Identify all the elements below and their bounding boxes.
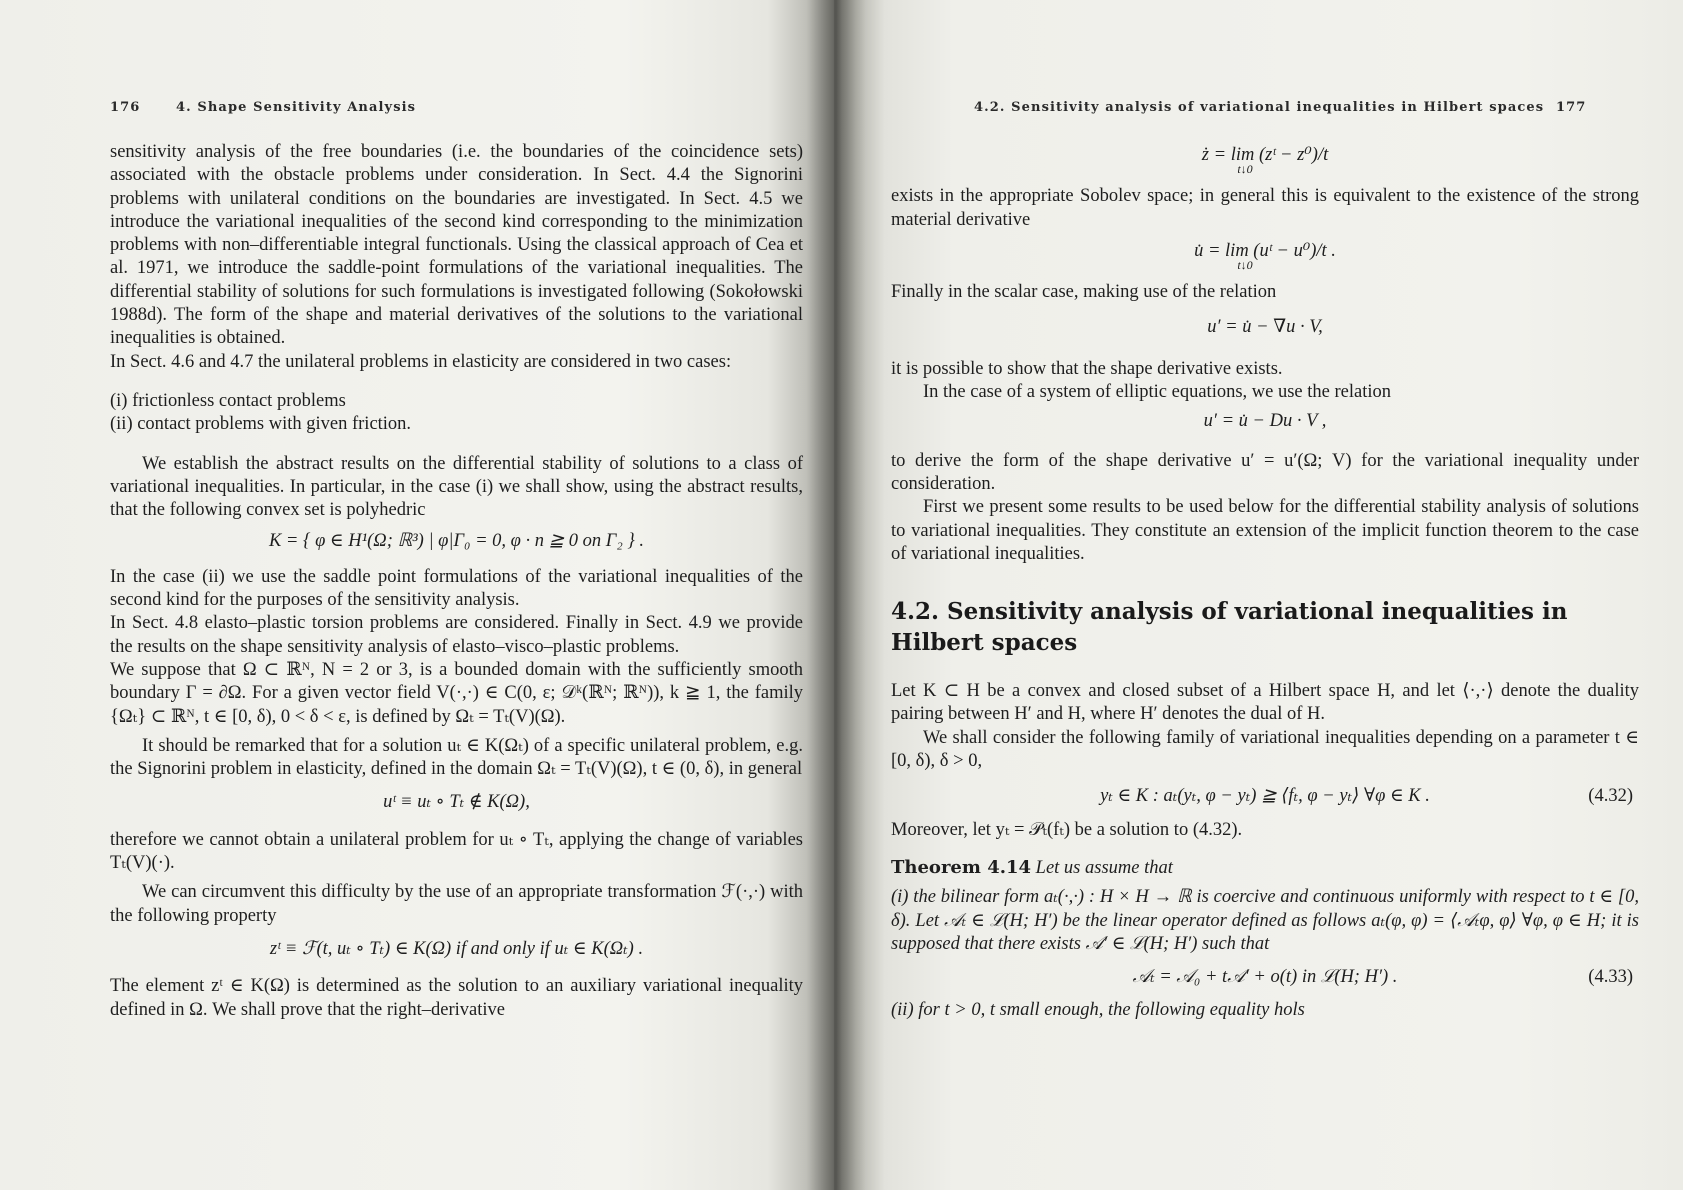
limit-subscript: t↓0 bbox=[1237, 162, 1253, 177]
running-head-right: 4.2. Sensitivity analysis of variational inequalities in Hilbert spaces bbox=[974, 100, 1545, 115]
equation-uprime-scalar: u′ = u̇ − ∇u · V, bbox=[1207, 317, 1323, 338]
paragraph: It should be remarked that for a solution uₜ ∈ K(Ωₜ) of a specific unilateral problem, e.g. the Signorini problem in elasticity, defined in the domain Ωₜ = Tₜ(V)(Ω), t ∈ (0, δ), in general bbox=[110, 735, 803, 780]
paragraph: sensitivity analysis of the free boundaries (i.e. the boundaries of the coincidence sets) associated with the obstacle problems under consideration. In Sect. 4.4 the Signorini problems with unilateral conditions on the boundaries are investigated. In Sect. 4.5 we introduce the variational inequalities of the second kind corresponding to the minimization problems with non–differentiable integral functionals. Using the classical approach of Cea et al. 1971, we introduce the saddle-point formulations of the variational inequalities. The differential stability of solutions for such formulations is investigated following (Sokołowski 1988d). The form of the shape and material derivatives of the solutions to the variational inequalities is obtained. bbox=[110, 142, 803, 349]
left-body bbox=[110, 141, 803, 1022]
paragraph: We shall consider the following family of variational inequalities depending on a parameter t ∈ [0, δ), δ > 0, bbox=[891, 727, 1639, 772]
paragraph: exists in the appropriate Sobolev space; in general this is equivalent to the existence of the strong material derivative bbox=[891, 186, 1639, 230]
paragraph: In the case (ii) we use the saddle point formulations of the variational inequalities of the second kind for the purposes of the sensitivity analysis. bbox=[110, 566, 803, 611]
theorem-header bbox=[891, 856, 1639, 880]
list-item: (ii) contact problems with given friction. bbox=[110, 414, 412, 435]
equation-zdot: ż = lim (zᵗ − z⁰)/t bbox=[1201, 145, 1329, 165]
paragraph: Moreover, let yₜ = 𝒫ₜ(fₜ) be a solution to (4.32). bbox=[891, 819, 1243, 840]
equation-4-32 bbox=[891, 785, 1639, 808]
theorem-item-i: (i) the bilinear form aₜ(·,·) : H × H → ℝ is coercive and continuous uniformly with respect to t ∈ [0, δ). Let 𝒜ₜ ∈ ℒ(H; H′) be the linear operator defined as follows aₜ(φ, φ) = ⟨𝒜ₜφ, φ⟩ ∀φ, φ ∈ H; it is supposed that there exists 𝒜′ ∈ ℒ(H; H′) such that bbox=[891, 887, 1639, 954]
running-head-left: 4. Shape Sensitivity Analysis bbox=[176, 100, 417, 115]
paragraph: therefore we cannot obtain a unilateral problem for uₜ ∘ Tₜ, applying the change of variables Tₜ(V)(·). bbox=[110, 829, 803, 874]
theorem-label: Theorem 4.14 bbox=[891, 856, 1032, 878]
page-number-left: 176 bbox=[110, 100, 141, 115]
equation-number: (4.33) bbox=[1588, 967, 1633, 988]
equation-4-33 bbox=[891, 966, 1639, 989]
equation-zt: zᵗ ≡ ℱ(t, uₜ ∘ Tₜ) ∈ K(Ω) if and only if uₜ ∈ K(Ωₜ) . bbox=[269, 938, 644, 959]
paragraph: We can circumvent this difficulty by the use of an appropriate transformation ℱ(·,·) with the following property bbox=[110, 882, 803, 926]
paragraph: We suppose that Ω ⊂ ℝᴺ, N = 2 or 3, is a bounded domain with the sufficiently smooth boundary Γ = ∂Ω. For a given vector field V(·,·) ∈ C(0, ε; 𝒟ᵏ(ℝᴺ; ℝᴺ)), k ≧ 1, the family {Ωₜ} ⊂ ℝᴺ, t ∈ [0, δ), 0 < δ < ε, is defined by Ωₜ = Tₜ(V)(Ω). bbox=[110, 659, 803, 727]
section-heading: 4.2. Sensitivity analysis of variational inequalities in Hilbert spaces bbox=[891, 598, 1568, 657]
left-page bbox=[0, 0, 834, 1190]
theorem-intro: Let us assume that bbox=[1035, 857, 1173, 878]
paragraph: The element zᵗ ∈ K(Ω) is determined as the solution to an auxiliary variational inequality defined in Ω. We shall prove that the right–derivative bbox=[110, 976, 803, 1020]
case-list bbox=[110, 390, 803, 437]
paragraph: In Sect. 4.6 and 4.7 the unilateral problems in elasticity are considered in two cases: bbox=[110, 351, 732, 372]
equation-body: yₜ ∈ K : aₜ(yₜ, φ − yₜ) ≧ ⟨fₜ, φ − yₜ⟩ ∀φ ∈ K . bbox=[1100, 786, 1430, 807]
limit-subscript: t↓0 bbox=[1237, 258, 1253, 273]
paragraph: In the case of a system of elliptic equations, we use the relation bbox=[923, 382, 1392, 403]
right-body bbox=[891, 144, 1639, 1023]
equation-udot: u̇ = lim (uᵗ − u⁰)/t . bbox=[1194, 240, 1336, 261]
paragraph: First we present some results to be used below for the differential stability analysis of solutions to variational inequalities. They constitute an extension of the implicit function theorem to the case of variational inequalities. bbox=[891, 497, 1639, 564]
paragraph: to derive the form of the shape derivative u′ = u′(Ω; V) for the variational inequality under consideration. bbox=[891, 450, 1639, 494]
list-item: (i) frictionless contact problems bbox=[110, 390, 346, 411]
equation-body: 𝒜ₜ = 𝒜₀ + t𝒜′ + o(t) in ℒ(H; H′) . bbox=[1132, 967, 1398, 988]
right-page bbox=[834, 0, 1683, 1190]
equation-K: K = { φ ∈ H¹(Ω; ℝ³) | φ|Γ₀ = 0, φ · n ≧ 0 on Γ₂ } . bbox=[268, 531, 645, 552]
page-number-right: 177 bbox=[1556, 100, 1587, 115]
equation-number: (4.32) bbox=[1588, 786, 1633, 807]
equation-ut: uᵗ ≡ uₜ ∘ Tₜ ∉ K(Ω), bbox=[383, 792, 530, 813]
paragraph: it is possible to show that the shape derivative exists. bbox=[891, 358, 1283, 379]
theorem-item-ii: (ii) for t > 0, t small enough, the following equality hols bbox=[891, 1000, 1305, 1021]
equation-uprime-system: u′ = u̇ − Du · V , bbox=[1203, 411, 1327, 432]
paragraph: We establish the abstract results on the differential stability of solutions to a class of variational inequalities. In particular, in the case (i) we shall show, using the abstract results, that the following convex set is polyhedric bbox=[110, 453, 803, 521]
paragraph: Finally in the scalar case, making use of the relation bbox=[891, 282, 1277, 303]
paragraph: In Sect. 4.8 elasto–plastic torsion problems are considered. Finally in Sect. 4.9 we provide the results on the shape sensitivity analysis of elasto–visco–plastic problems. bbox=[110, 613, 803, 657]
paragraph: Let K ⊂ H be a convex and closed subset of a Hilbert space H, and let ⟨·,·⟩ denote the duality pairing between H′ and H, where H′ denotes the dual of H. bbox=[891, 681, 1639, 725]
